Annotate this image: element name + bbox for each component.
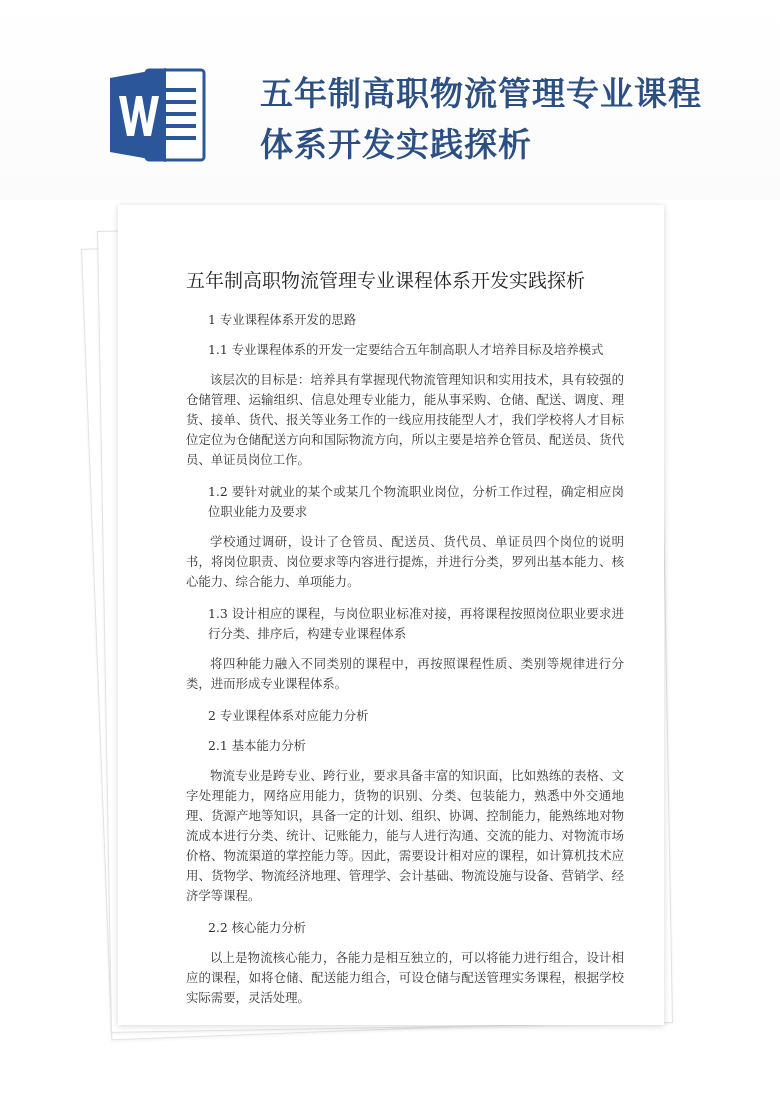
header-title-line-1: 五年制高职物流管理专业课程: [260, 74, 702, 113]
document-body: [186, 310, 624, 1008]
section-heading: 2.1 基本能力分析: [208, 738, 306, 753]
body-paragraph: 物流专业是跨专业、跨行业，要求具备丰富的知识面，比如熟练的表格、文字处理能力，网络应用能力，货物的识别、分类、包装能力，熟悉中外交通地理、货源产地等知识，具备一定的计划、组织、协调、控制能力，能熟练地对物流成本进行分类、统计、记账能力，能与人进行沟通、交流的能力、对物流市场价格、物流渠道的掌控能力等。因此，需要设计相对应的课程，如计算机技术应用、货物学、物流经济地理、管理学、会计基础、物流设施与设备、营销学、经济学等课程。: [186, 768, 624, 903]
header-title: [260, 68, 740, 170]
section-heading: 1 专业课程体系开发的思路: [208, 312, 357, 327]
document-page: [118, 205, 664, 1025]
word-document-icon: [108, 64, 208, 166]
section-heading: 1.1 专业课程体系的开发一定要结合五年制高职人才培养目标及培养模式: [208, 342, 604, 357]
section-heading: 1.3 设计相应的课程，与岗位职业标准对接，再将课程按照岗位职业要求进行分类、排序后，构建专业课程体系: [208, 606, 624, 641]
document-title: 五年制高职物流管理专业课程体系开发实践探析: [186, 270, 586, 292]
body-paragraph: 该层次的目标是：培养具有掌握现代物流管理知识和实用技术，具有较强的仓储管理、运输组织、信息处理专业能力，能从事采购、仓储、配送、调度、理货、接单、货代、报关等业务工作的一线应用技能型人才，我们学校将人才目标位定位为仓储配送方向和国际物流方向，所以主要是培养仓管员、配送员、货代员、单证员岗位工作。: [186, 372, 624, 467]
section-heading: 2 专业课程体系对应能力分析: [208, 708, 369, 723]
body-paragraph: 以上是物流核心能力，各能力是相互独立的，可以将能力进行组合，设计相应的课程，如将仓储、配送能力组合，可设仓储与配送管理实务课程，根据学校实际需要，灵活处理。: [186, 950, 624, 1005]
header-banner: [0, 0, 780, 200]
body-paragraph: 将四种能力融入不同类别的课程中，再按照课程性质、类别等规律进行分类，进而形成专业课程体系。: [186, 656, 624, 691]
body-paragraph: 学校通过调研，设计了仓管员、配送员、货代员、单证员四个岗位的说明书，将岗位职责、岗位要求等内容进行提炼，并进行分类，罗列出基本能力、核心能力、综合能力、单项能力。: [186, 534, 624, 589]
section-heading: 1.2 要针对就业的某个或某几个物流职业岗位，分析工作过程，确定相应岗位职业能力及要求: [208, 484, 624, 519]
header-title-line-2: 体系开发实践探析: [260, 125, 532, 164]
section-heading: 2.2 核心能力分析: [208, 920, 306, 935]
